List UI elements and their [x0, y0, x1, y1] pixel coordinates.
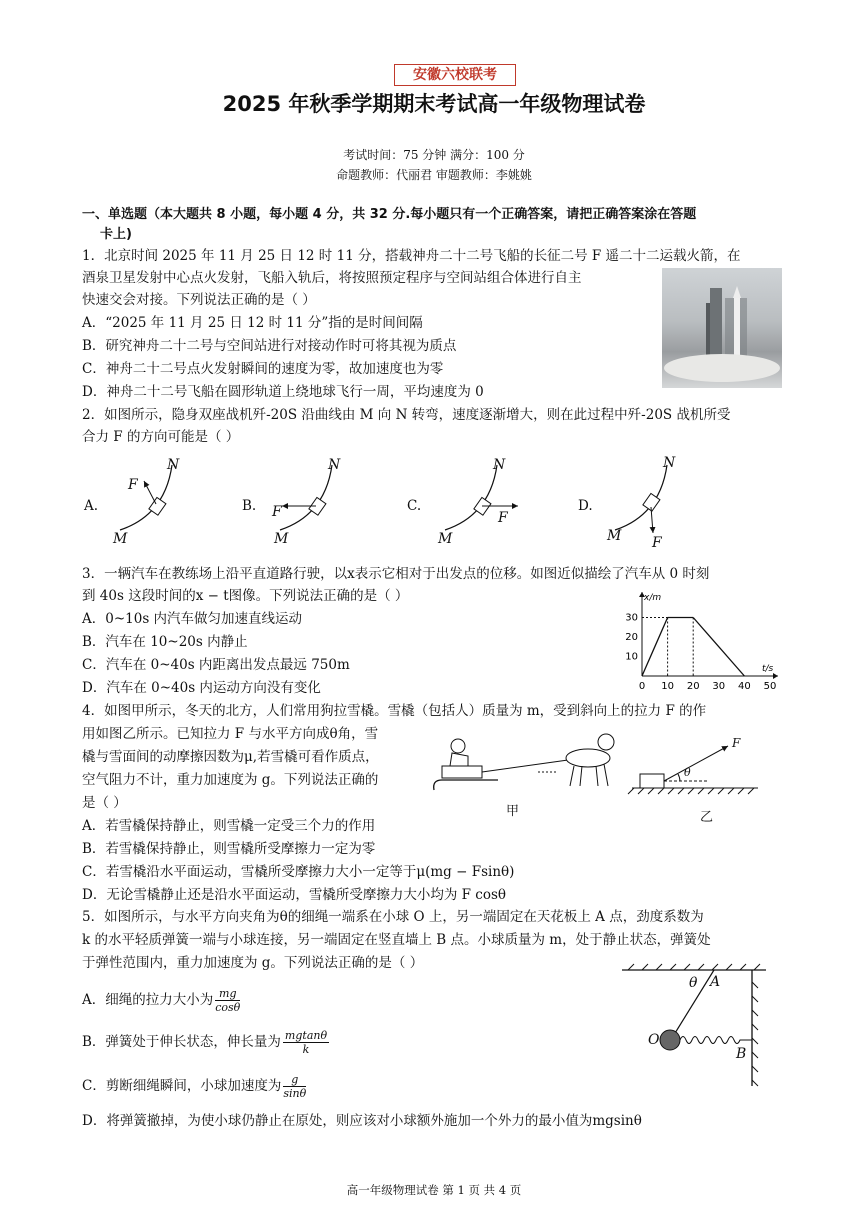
q5-label-a: A: [710, 974, 721, 990]
q1-option-a: A．“2025 年 11 月 25 日 12 时 11 分”指的是时间间隔: [82, 315, 423, 331]
x-tick-label: 10: [661, 681, 674, 692]
q2b-label-m: M: [274, 531, 289, 547]
y-tick-label: 20: [625, 632, 638, 643]
q4-stem-line: 是（ ）: [82, 795, 127, 811]
q4-figures: [428, 728, 778, 808]
q5-option-a-text: A．细绳的拉力大小为: [82, 992, 214, 1008]
q4-stem-line: 4．如图甲所示，冬天的北方，人们常用狗拉雪橇。雪橇（包括人）质量为 m，受到斜向上的拉力 F 的作: [82, 703, 707, 719]
x-tick-label: 40: [738, 681, 751, 692]
fig-yi-f-label: F: [732, 736, 741, 750]
q5-option-a: [82, 987, 240, 1014]
q2a-label-m: M: [113, 531, 128, 547]
q4-option-d: D．无论雪橇静止还是沿水平面运动，雪橇所受摩擦力大小均为 F cosθ: [82, 887, 507, 903]
rocket-icon: [662, 268, 782, 388]
x-axis-arrow: [773, 673, 778, 679]
q5a-denominator: cosθ: [215, 1001, 241, 1014]
q5-option-d: D．将弹簧撤掉，为使小球仍静止在原处，则应该对小球额外施加一个外力的最小值为mgsinθ: [82, 1113, 642, 1129]
q2-option-b-label: B.: [242, 498, 257, 514]
q1-stem-line: 快速交会对接。下列说法正确的是（ ）: [82, 292, 316, 308]
exam-meta-teachers: 命题教师：代丽君 审题教师：李姚姚: [336, 168, 532, 182]
q3-option-b: B．汽车在 10~20s 内静止: [82, 634, 248, 650]
q3-option-c: C．汽车在 0~40s 内距离出发点最远 750m: [82, 657, 350, 673]
q4-stem-line: 橇与雪面间的动摩擦因数为μ,若雪橇可看作质点，: [82, 749, 379, 765]
q5-option-b: [82, 1029, 329, 1056]
x-tick-label: 50: [763, 681, 777, 692]
sled-dog-drawing: [434, 734, 614, 790]
series-segment: [693, 618, 744, 677]
page-footer: 高一年级物理试卷 第 1 页 共 4 页: [346, 1183, 522, 1197]
q5-figure: [618, 962, 778, 1092]
q2-option-a-label: A.: [84, 498, 99, 514]
q5b-denominator: k: [302, 1043, 310, 1056]
q1-option-c: C．神舟二十二号点火发射瞬间的速度为零，故加速度也为零: [82, 361, 444, 377]
q2b-label-f: F: [272, 504, 282, 520]
q2-option-d-label: D.: [578, 498, 593, 514]
q4-option-b: B．若雪橇保持静止，则雪橇所受摩擦力一定为零: [82, 841, 376, 857]
x-tick-label: 30: [712, 681, 726, 692]
q2c-label-m: M: [438, 531, 453, 547]
q5-option-b-text: B．弹簧处于伸长状态，伸长量为: [82, 1034, 281, 1050]
q5c-numerator: g: [283, 1073, 306, 1087]
q2d-label-f: F: [652, 535, 662, 551]
x-tick-label: 20: [686, 681, 700, 692]
q5-stem-line: 于弹性范围内，重力加速度为 g。下列说法正确的是（ ）: [82, 955, 424, 971]
q2-option-c-label: C.: [407, 498, 422, 514]
exam-stamp: 安徽六校联考: [394, 64, 516, 86]
q2a-label-n: N: [167, 457, 180, 473]
xt-graph: [618, 590, 788, 694]
q4-option-c: C．若雪橇沿水平面运动，雪橇所受摩擦力大小一定等于μ(mg − Fsinθ): [82, 864, 515, 880]
y-tick-label: 10: [625, 651, 638, 663]
fig-jia-label: 甲: [506, 804, 520, 819]
q1-stem-line: 酒泉卫星发射中心点火发射，飞船入轨后，将按照预定程序与空间站组合体进行自主: [82, 270, 582, 286]
q4-option-a: A．若雪橇保持静止，则雪橇一定受三个力的作用: [82, 818, 376, 834]
q5-theta-label: θ: [689, 975, 698, 991]
q2c-label-f: F: [498, 510, 508, 526]
q2b-label-n: N: [328, 457, 341, 473]
q5-stem-line: 5．如图所示，与水平方向夹角为θ的细绳一端系在小球 O 上，另一端固定在天花板上 A 点，劲度系数为: [82, 909, 704, 925]
q5c-denominator: sinθ: [283, 1087, 307, 1100]
fig-yi-label: 乙: [700, 810, 714, 825]
x-tick-label: 0: [638, 681, 646, 692]
q1-option-b: B．研究神舟二十二号与空间站进行对接动作时可将其视为质点: [82, 338, 457, 354]
section-heading: 一、单选题（本大题共 8 小题，每小题 4 分，共 32 分.每小题只有一个正确答案，请把正确答案涂在答题: [82, 207, 697, 222]
q5-option-c: [82, 1073, 306, 1100]
y-tick-label: 30: [625, 612, 638, 624]
force-diagram: [628, 746, 758, 794]
q3-option-d: D．汽车在 0~40s 内运动方向没有变化: [82, 680, 321, 696]
q4-stem-line: 空气阻力不计，重力加速度为 g。下列说法正确的: [82, 772, 379, 788]
q2-figures: [100, 455, 840, 555]
q1-stem-line: 1．北京时间 2025 年 11 月 25 日 12 时 11 分，搭载神舟二十二号飞船的长征二号 F 遥二十二运载火箭，在: [82, 248, 741, 264]
y-axis-label: x/m: [644, 593, 662, 603]
q4-stem-line: 用如图乙所示。已知拉力 F 与水平方向成θ角，雪: [82, 726, 379, 742]
q1-option-d: D．神舟二十二号飞船在圆形轨道上绕地球飞行一周，平均速度为 0: [82, 384, 484, 400]
q2c-label-n: N: [493, 457, 506, 473]
page-title: 2025 年秋季学期期末考试高一年级物理试卷: [222, 92, 646, 116]
q2-stem-line: 合力 F 的方向可能是（ ）: [82, 429, 240, 445]
section-heading-cont: 卡上): [100, 227, 132, 242]
q3-stem-line: 到 40s 这段时间的x − t图像。下列说法正确的是（ ）: [82, 588, 409, 604]
fig-yi-theta-label: θ: [684, 766, 691, 779]
x-axis-label: t/s: [762, 664, 774, 674]
q5-label-b: B: [736, 1046, 747, 1062]
q2-stem-line: 2．如图所示，隐身双座战机歼-20S 沿曲线由 M 向 N 转弯，速度逐渐增大，则在此过程中歼-20S 战机所受: [82, 407, 731, 423]
q5-label-o: O: [648, 1032, 660, 1048]
series-segment: [642, 618, 668, 677]
q2d-label-m: M: [607, 528, 622, 544]
q3-stem-line: 3．一辆汽车在教练场上沿平直道路行驶，以x表示它相对于出发点的位移。如图近似描绘了汽车从 0 时刻: [82, 566, 710, 582]
exam-meta-time: 考试时间：75 分钟 满分：100 分: [343, 148, 525, 162]
q2d-label-n: N: [663, 455, 676, 471]
q5-option-c-text: C．剪断细绳瞬间，小球加速度为: [82, 1078, 282, 1094]
q5b-numerator: mgtanθ: [284, 1029, 328, 1042]
q2a-label-f: F: [128, 477, 138, 493]
q3-option-a: A．0~10s 内汽车做匀加速直线运动: [82, 611, 303, 627]
q5-stem-line: k 的水平轻质弹簧一端与小球连接，另一端固定在竖直墙上 B 点。小球质量为 m，处于静止状态，弹簧处: [82, 932, 711, 948]
rocket-launch-photo: [662, 268, 782, 388]
q5a-numerator: mg: [215, 987, 240, 1001]
